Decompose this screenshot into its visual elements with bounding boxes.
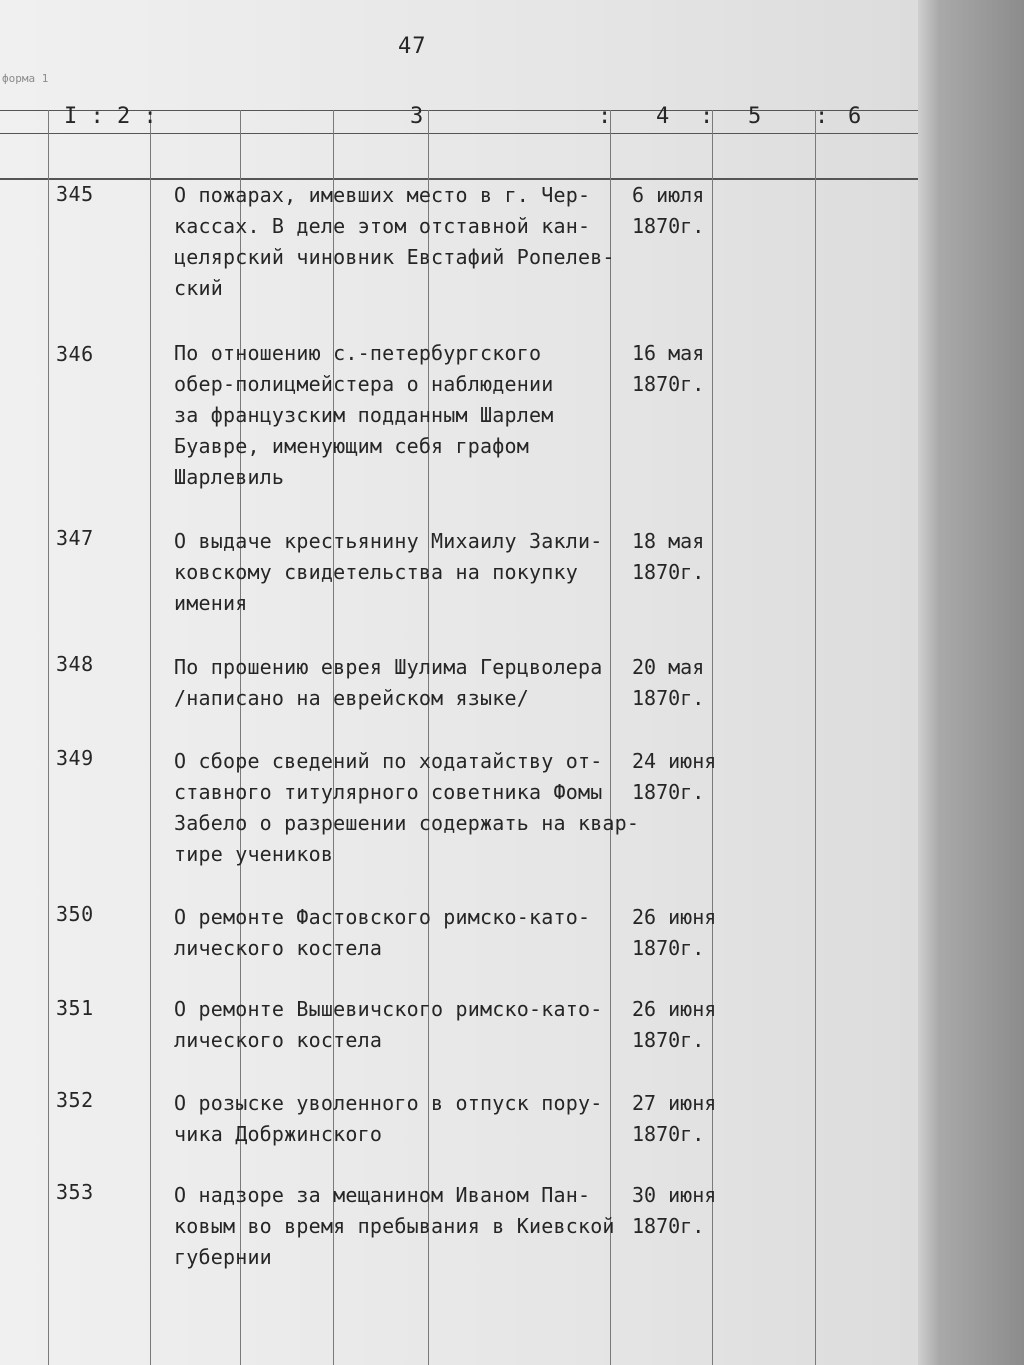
column-header-separator: :: [598, 104, 612, 129]
row-description: По прошению еврея Шулима Герцволера /написано на еврейском языке/: [174, 655, 603, 710]
row-description: О сборе сведений по ходатайству от- ставного титулярного советника Фомы Забело о разрешении содержать на квар- тире учеников: [174, 749, 640, 866]
column-header-1-2: I : 2 :: [64, 104, 157, 129]
row-description: По отношению с.-петербургского обер-полицмейстера о наблюдении за французским подданным Шарлем Буавре, именующим себя графом Шарлевиль: [174, 341, 554, 489]
row-description: О пожарах, имевших место в г. Чер- кассах. В деле этом отставной кан- целярский чиновник Евстафий Ропелев- ский: [174, 183, 615, 300]
row-date: 20 мая 1870г.: [632, 655, 705, 710]
column-header-3: 3: [410, 104, 424, 129]
row-date: 30 июня 1870г.: [632, 1183, 717, 1238]
row-number: 351: [56, 996, 94, 1020]
row-description: О ремонте Вышевичского римско-като- лического костела: [174, 997, 603, 1052]
column-header-5: 5: [748, 104, 762, 129]
page-shadow-edge: [918, 0, 1024, 1365]
column-header-6: 6: [848, 104, 862, 129]
row-number: 345: [56, 182, 94, 206]
row-date: 18 мая 1870г.: [632, 529, 705, 584]
column-divider: [712, 110, 713, 1365]
row-number: 348: [56, 652, 94, 676]
column-header-separator: :: [815, 104, 829, 129]
form-stamp: форма 1: [2, 72, 49, 85]
row-number: 347: [56, 526, 94, 550]
row-date: 6 июля 1870г.: [632, 183, 705, 238]
row-number: 353: [56, 1180, 94, 1204]
row-date: 24 июня 1870г.: [632, 749, 717, 804]
row-number: 352: [56, 1088, 94, 1112]
row-date: 27 июня 1870г.: [632, 1091, 717, 1146]
column-header-4: 4: [656, 104, 670, 129]
column-divider: [48, 110, 49, 1365]
row-number: 350: [56, 902, 94, 926]
row-date: 16 мая 1870г.: [632, 341, 705, 396]
row-description: О выдаче крестьянину Михаилу Закли- ковскому свидетельства на покупку имения: [174, 529, 603, 615]
row-date: 26 июня 1870г.: [632, 905, 717, 960]
row-date: 26 июня 1870г.: [632, 997, 717, 1052]
column-divider: [150, 110, 151, 1365]
row-description: О розыске уволенного в отпуск пору- чика Добржинского: [174, 1091, 603, 1146]
header-rule-middle: [0, 133, 922, 134]
row-number: 346: [56, 342, 94, 366]
page-number: 47: [398, 34, 427, 59]
column-header-separator: :: [700, 104, 714, 129]
column-divider: [815, 110, 816, 1365]
row-number: 349: [56, 746, 94, 770]
row-description: О ремонте Фастовского римско-като- лического костела: [174, 905, 591, 960]
row-description: О надзоре за мещанином Иваном Пан- ковым во время пребывания в Киевской губернии: [174, 1183, 615, 1269]
